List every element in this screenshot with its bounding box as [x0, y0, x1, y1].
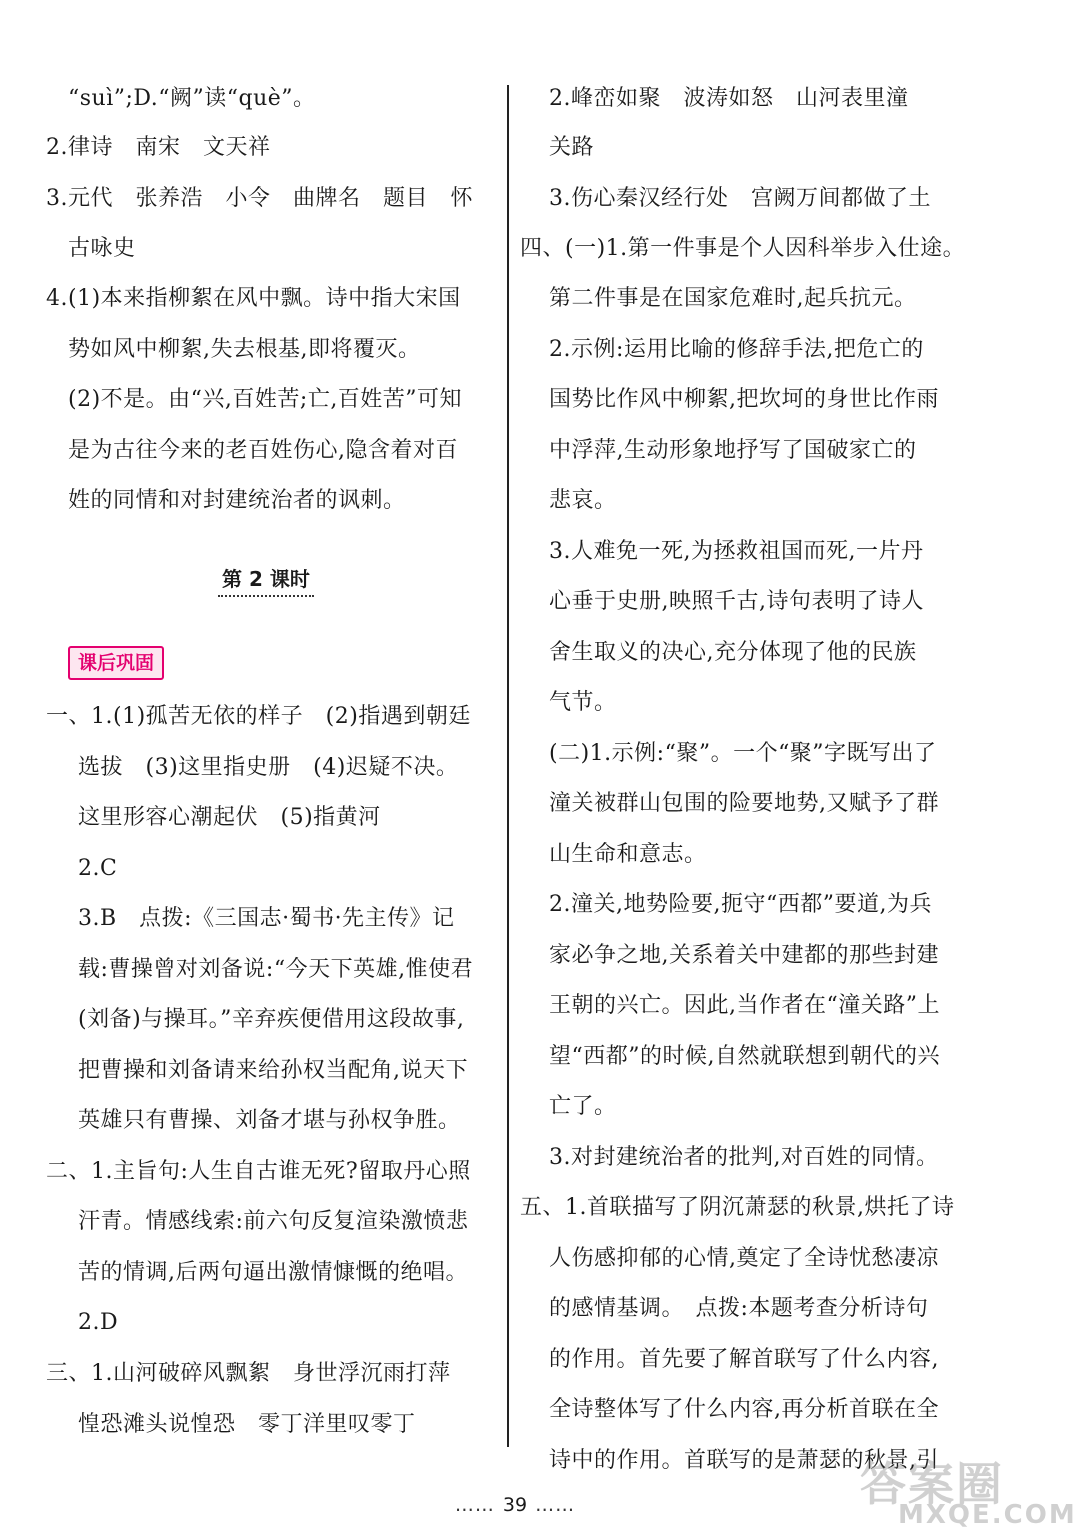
- column-divider: [507, 85, 509, 1447]
- text-line: 诗中的作用。首联写的是萧瑟的秋景,引: [549, 1448, 939, 1473]
- text-line: 3.对封建统治者的批判,对百姓的同情。: [549, 1145, 939, 1170]
- text-line: 潼关被群山包围的险要地势,又赋予了群: [549, 791, 939, 816]
- text-line: 3.伤心秦汉经行处 宫阙万间都做了土: [549, 186, 931, 211]
- text-line: 五、1.首联描写了阴沉萧瑟的秋景,烘托了诗: [520, 1195, 955, 1220]
- text-line: 是为古往今来的老百姓伤心,隐含着对百: [68, 438, 458, 463]
- text-line: 二、1.主旨句:人生自古谁无死?留取丹心照: [46, 1159, 471, 1184]
- text-line: 汗青。情感线索:前六句反复渲染激愤悲: [78, 1209, 469, 1234]
- text-line: 2.D: [78, 1310, 119, 1335]
- text-line: 国势比作风中柳絮,把坎坷的身世比作雨: [549, 387, 939, 412]
- text-line: 家必争之地,关系着关中建都的那些封建: [549, 943, 939, 968]
- lesson-title: 第 2 课时: [218, 563, 314, 597]
- text-line: 3.人难免一死,为拯救祖国而死,一片丹: [549, 539, 924, 564]
- text-line: 人伤感抑郁的心情,奠定了全诗忧愁凄凉: [549, 1246, 939, 1271]
- text-line: 王朝的兴亡。因此,当作者在“潼关路”上: [549, 993, 940, 1018]
- text-line: (刘备)与操耳。”辛弃疾便借用这段故事,: [78, 1007, 465, 1032]
- text-line: 2.潼关,地势险要,扼守“西都”要道,为兵: [549, 892, 932, 917]
- text-line: 苦的情调,后两句逼出激情慷慨的绝唱。: [78, 1260, 468, 1285]
- page-number: [440, 1491, 590, 1519]
- text-line: 3.B 点拨:《三国志·蜀书·先主传》记: [78, 906, 455, 931]
- page-number-value: 39: [502, 1494, 528, 1516]
- text-line: 2.示例:运用比喻的修辞手法,把危亡的: [549, 337, 924, 362]
- text-line: 中浮萍,生动形象地抒写了国破家亡的: [549, 438, 917, 463]
- text-line: (2)不是。由“兴,百姓苦;亡,百姓苦”可知: [68, 387, 463, 412]
- text-line: 亡了。: [549, 1094, 617, 1119]
- page-dots-left: ……: [454, 1494, 495, 1516]
- text-line: 心垂于史册,映照千古,诗句表明了诗人: [549, 589, 924, 614]
- text-line: 气节。: [549, 690, 617, 715]
- text-line: 四、(一)1.第一件事是个人因科举步入仕途。: [520, 236, 966, 261]
- watermark-logo: [860, 1448, 1077, 1533]
- text-line: 第二件事是在国家危难时,起兵抗元。: [549, 286, 917, 311]
- text-line: 悲哀。: [549, 488, 617, 513]
- text-line: 的感情基调。 点拨:本题考查分析诗句: [549, 1296, 929, 1321]
- text-line: 4.(1)本来指柳絮在风中飘。诗中指大宋国: [46, 286, 461, 311]
- text-line: 3.元代 张养浩 小令 曲牌名 题目 怀: [46, 186, 473, 211]
- text-line: 把曹操和刘备请来给孙权当配角,说天下: [78, 1058, 468, 1083]
- page-dots-right: ……: [535, 1494, 576, 1516]
- text-line: 的作用。首先要了解首联写了什么内容,: [549, 1347, 939, 1372]
- text-line: 一、1.(1)孤苦无依的样子 (2)指遇到朝廷: [46, 704, 471, 729]
- text-line: 舍生取义的决心,充分体现了他的民族: [549, 640, 917, 665]
- text-line: 望“西都”的时候,自然就联想到朝代的兴: [549, 1044, 940, 1069]
- watermark-main-text: 答案圈: [860, 1457, 1004, 1511]
- text-line: 山生命和意志。: [549, 842, 707, 867]
- text-line: 古咏史: [68, 236, 136, 261]
- text-line: 关路: [549, 135, 595, 160]
- text-line: 三、1.山河破碎风飘絮 身世浮沉雨打萍: [46, 1361, 451, 1386]
- watermark-sub-text: MXQE.COM: [898, 1500, 1077, 1530]
- text-line: (二)1.示例:“聚”。一个“聚”字既写出了: [549, 741, 937, 766]
- text-line: 这里形容心潮起伏 (5)指黄河: [78, 805, 381, 830]
- text-line: 英雄只有曹操、刘备才堪与孙权争胜。: [78, 1108, 461, 1133]
- text-line: 选拔 (3)这里指史册 (4)迟疑不决。: [78, 755, 459, 780]
- text-line: 2.C: [78, 856, 118, 881]
- text-line: 2.律诗 南宋 文天祥: [46, 135, 271, 160]
- text-line: 惶恐滩头说惶恐 零丁洋里叹零丁: [78, 1412, 416, 1437]
- text-line: “suì”;D.“阙”读“què”。: [68, 86, 316, 111]
- text-line: 载:曹操曾对刘备说:“今天下英雄,惟使君: [78, 957, 474, 982]
- text-line: 势如风中柳絮,失去根基,即将覆灭。: [68, 337, 421, 362]
- section-tag: 课后巩固: [68, 646, 164, 680]
- text-line: 姓的同情和对封建统治者的讽刺。: [68, 488, 406, 513]
- text-line: 2.峰峦如聚 波涛如怒 山河表里潼: [549, 86, 909, 111]
- text-line: 全诗整体写了什么内容,再分析首联在全: [549, 1397, 939, 1422]
